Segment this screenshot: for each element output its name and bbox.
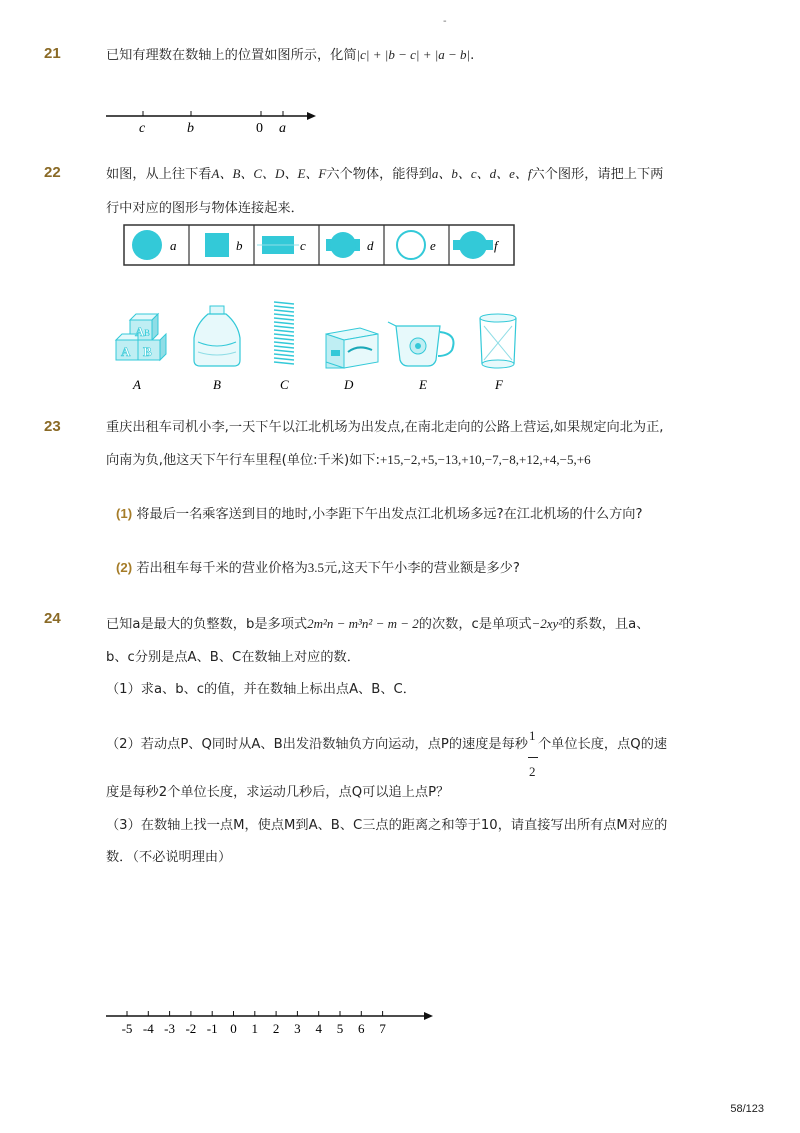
sub-question-text: 将最后一名乘客送到目的地时,小李距下午出发点江北机场多远?在江北机场的什么方向? <box>136 507 643 522</box>
q24-text-part: 的次数，c是单项式 <box>418 617 532 632</box>
q22-objects-row <box>100 298 540 394</box>
q24-text-part: （2）若动点P、Q同时从A、B出发沿数轴负方向运动，点P的速度是每秒 <box>106 737 528 752</box>
monomial-expression: −2xy² <box>531 616 563 631</box>
question-24-number-line <box>100 1006 440 1040</box>
question-24-line-3: （1）求a、b、c的值，并在数轴上标出点A、B、C． <box>106 682 416 697</box>
spring-coil-object <box>274 302 294 364</box>
question-22-line-1 <box>106 164 663 185</box>
filled-square-shape <box>205 233 229 257</box>
question-21-text <box>106 45 474 66</box>
axis-label-b: b <box>187 121 194 136</box>
axis-tick-label: 0 <box>230 1021 237 1036</box>
shape-label-c: c <box>300 238 306 253</box>
filled-circle-shape <box>132 230 162 260</box>
polynomial-expression: 2m²n − m³n² − m − 2 <box>307 616 419 631</box>
sub-question-text: 若出租车每千米的营业价格为 <box>136 561 308 576</box>
axis-tick-label: -2 <box>185 1021 197 1036</box>
object-label-B: B <box>213 377 221 392</box>
alphabet-blocks-object <box>116 314 166 360</box>
axis-tick-label: 6 <box>358 1021 365 1036</box>
question-21-prompt: 已知有理数在数轴上的位置如图所示，化简 <box>106 48 357 63</box>
q24-text-part: 个单位长度，点Q的速 <box>538 737 668 752</box>
axis-tick-label: -4 <box>142 1021 154 1036</box>
q22-shapes-lower: a、b、c、d、e、f <box>431 166 532 181</box>
axis-tick-label: 5 <box>336 1021 344 1036</box>
tissue-box-object <box>326 328 378 368</box>
axis-arrow <box>424 1012 433 1020</box>
cube-letter: A <box>135 324 145 339</box>
q24-text-part: 已知a是最大的负整数，b是多项式 <box>106 617 308 632</box>
axis-tick-label: 3 <box>294 1021 301 1036</box>
axis-tick-label: 1 <box>251 1021 259 1036</box>
sub-question-label: (2) <box>116 560 133 575</box>
question-23-sub-2 <box>116 557 520 576</box>
price-value: 3.5 <box>307 560 325 575</box>
shape-label-d: d <box>367 238 374 253</box>
sub-question-text: 元,这天下午小李的营业额是多少? <box>324 561 520 576</box>
axis-tick-label: -3 <box>164 1021 176 1036</box>
fraction-denominator: 2 <box>529 764 536 779</box>
question-24-line-1 <box>106 614 649 635</box>
cube-letter: A <box>121 344 131 359</box>
question-22-number: 22 <box>44 164 61 181</box>
fraction-bar <box>528 757 538 758</box>
question-23-line-2 <box>106 450 591 471</box>
shape-label-e: e <box>430 238 436 253</box>
question-21-expression: |c| + |b − c| + |a − b| <box>356 47 471 62</box>
cube-letter: B <box>144 328 151 338</box>
q22-shapes-table <box>123 224 517 268</box>
circle-with-tabs-shape <box>330 232 356 258</box>
object-label-A: A <box>133 377 141 392</box>
axis-tick-label: 2 <box>272 1021 280 1036</box>
circle-with-handles-shape <box>459 231 487 259</box>
q22-objects-upper: A、B、C、D、E、F <box>211 166 327 181</box>
q22-text-part: 六个物体，能得到 <box>326 167 432 182</box>
axis-tick-label: -1 <box>206 1021 218 1036</box>
axis-label-0: 0 <box>256 121 263 136</box>
object-label-C: C <box>280 377 289 392</box>
axis-tick-label: 4 <box>315 1021 322 1036</box>
question-21-period: . <box>470 48 475 63</box>
q23-text-part: 向南为负,他这天下午行车里程(单位:千米)如下: <box>106 453 380 468</box>
question-24-line-2: b、c分别是点A、B、C在数轴上对应的数． <box>106 650 360 665</box>
shape-label-b: b <box>236 238 243 253</box>
q22-text-part: 如图，从上往下看 <box>106 167 212 182</box>
question-24-line-7: 数．（不必说明理由） <box>106 850 232 865</box>
question-21-number-line <box>100 106 330 138</box>
header-mark: - <box>443 16 447 27</box>
glass-jar-object <box>194 306 240 366</box>
q24-text-part: 的系数，且a、 <box>562 617 650 632</box>
sub-question-label: (1) <box>116 506 133 521</box>
question-24-line-6: （3）在数轴上找一点M，使点M到A、B、C三点的距离之和等于10，请直接写出所有点M对应的 <box>106 818 668 833</box>
question-22-line-2: 行中对应的图形与物体连接起来． <box>106 201 304 216</box>
axis-label-c: c <box>139 121 146 136</box>
question-23-sub-1 <box>116 503 642 522</box>
question-24-line-4 <box>106 728 668 779</box>
question-23-line-1: 重庆出租车司机小李,一天下午以江北机场为出发点,在南北走向的公路上营运,如果规定向北为正, <box>106 420 664 435</box>
shape-label-a: a <box>170 238 177 253</box>
q22-text-part: 六个图形，请把上下两 <box>531 167 664 182</box>
teapot-object <box>388 322 454 366</box>
shape-label-f: f <box>494 238 498 253</box>
axis-label-a: a <box>279 121 286 136</box>
question-21-number: 21 <box>44 45 61 62</box>
fraction-numerator: 1 <box>529 728 536 743</box>
glass-cylinder-object <box>480 314 516 368</box>
question-23-number: 23 <box>44 418 61 435</box>
axis-tick-label: -5 <box>121 1021 133 1036</box>
question-24-number: 24 <box>44 610 61 627</box>
object-label-D: D <box>344 377 354 392</box>
object-label-F: F <box>495 377 503 392</box>
axis-tick-label: 7 <box>379 1021 386 1036</box>
question-24-line-5: 度是每秒2个单位长度，求运动几秒后，点Q可以追上点P？ <box>106 785 450 800</box>
q23-mileage-values: +15,−2,+5,−13,+10,−7,−8,+12,+4,−5,+6 <box>379 452 591 467</box>
hollow-circle-shape <box>397 231 425 259</box>
object-label-E: E <box>419 377 427 392</box>
cube-letter: B <box>143 344 152 359</box>
page-number: 58/123 <box>730 1103 764 1115</box>
axis-arrow <box>307 112 316 120</box>
